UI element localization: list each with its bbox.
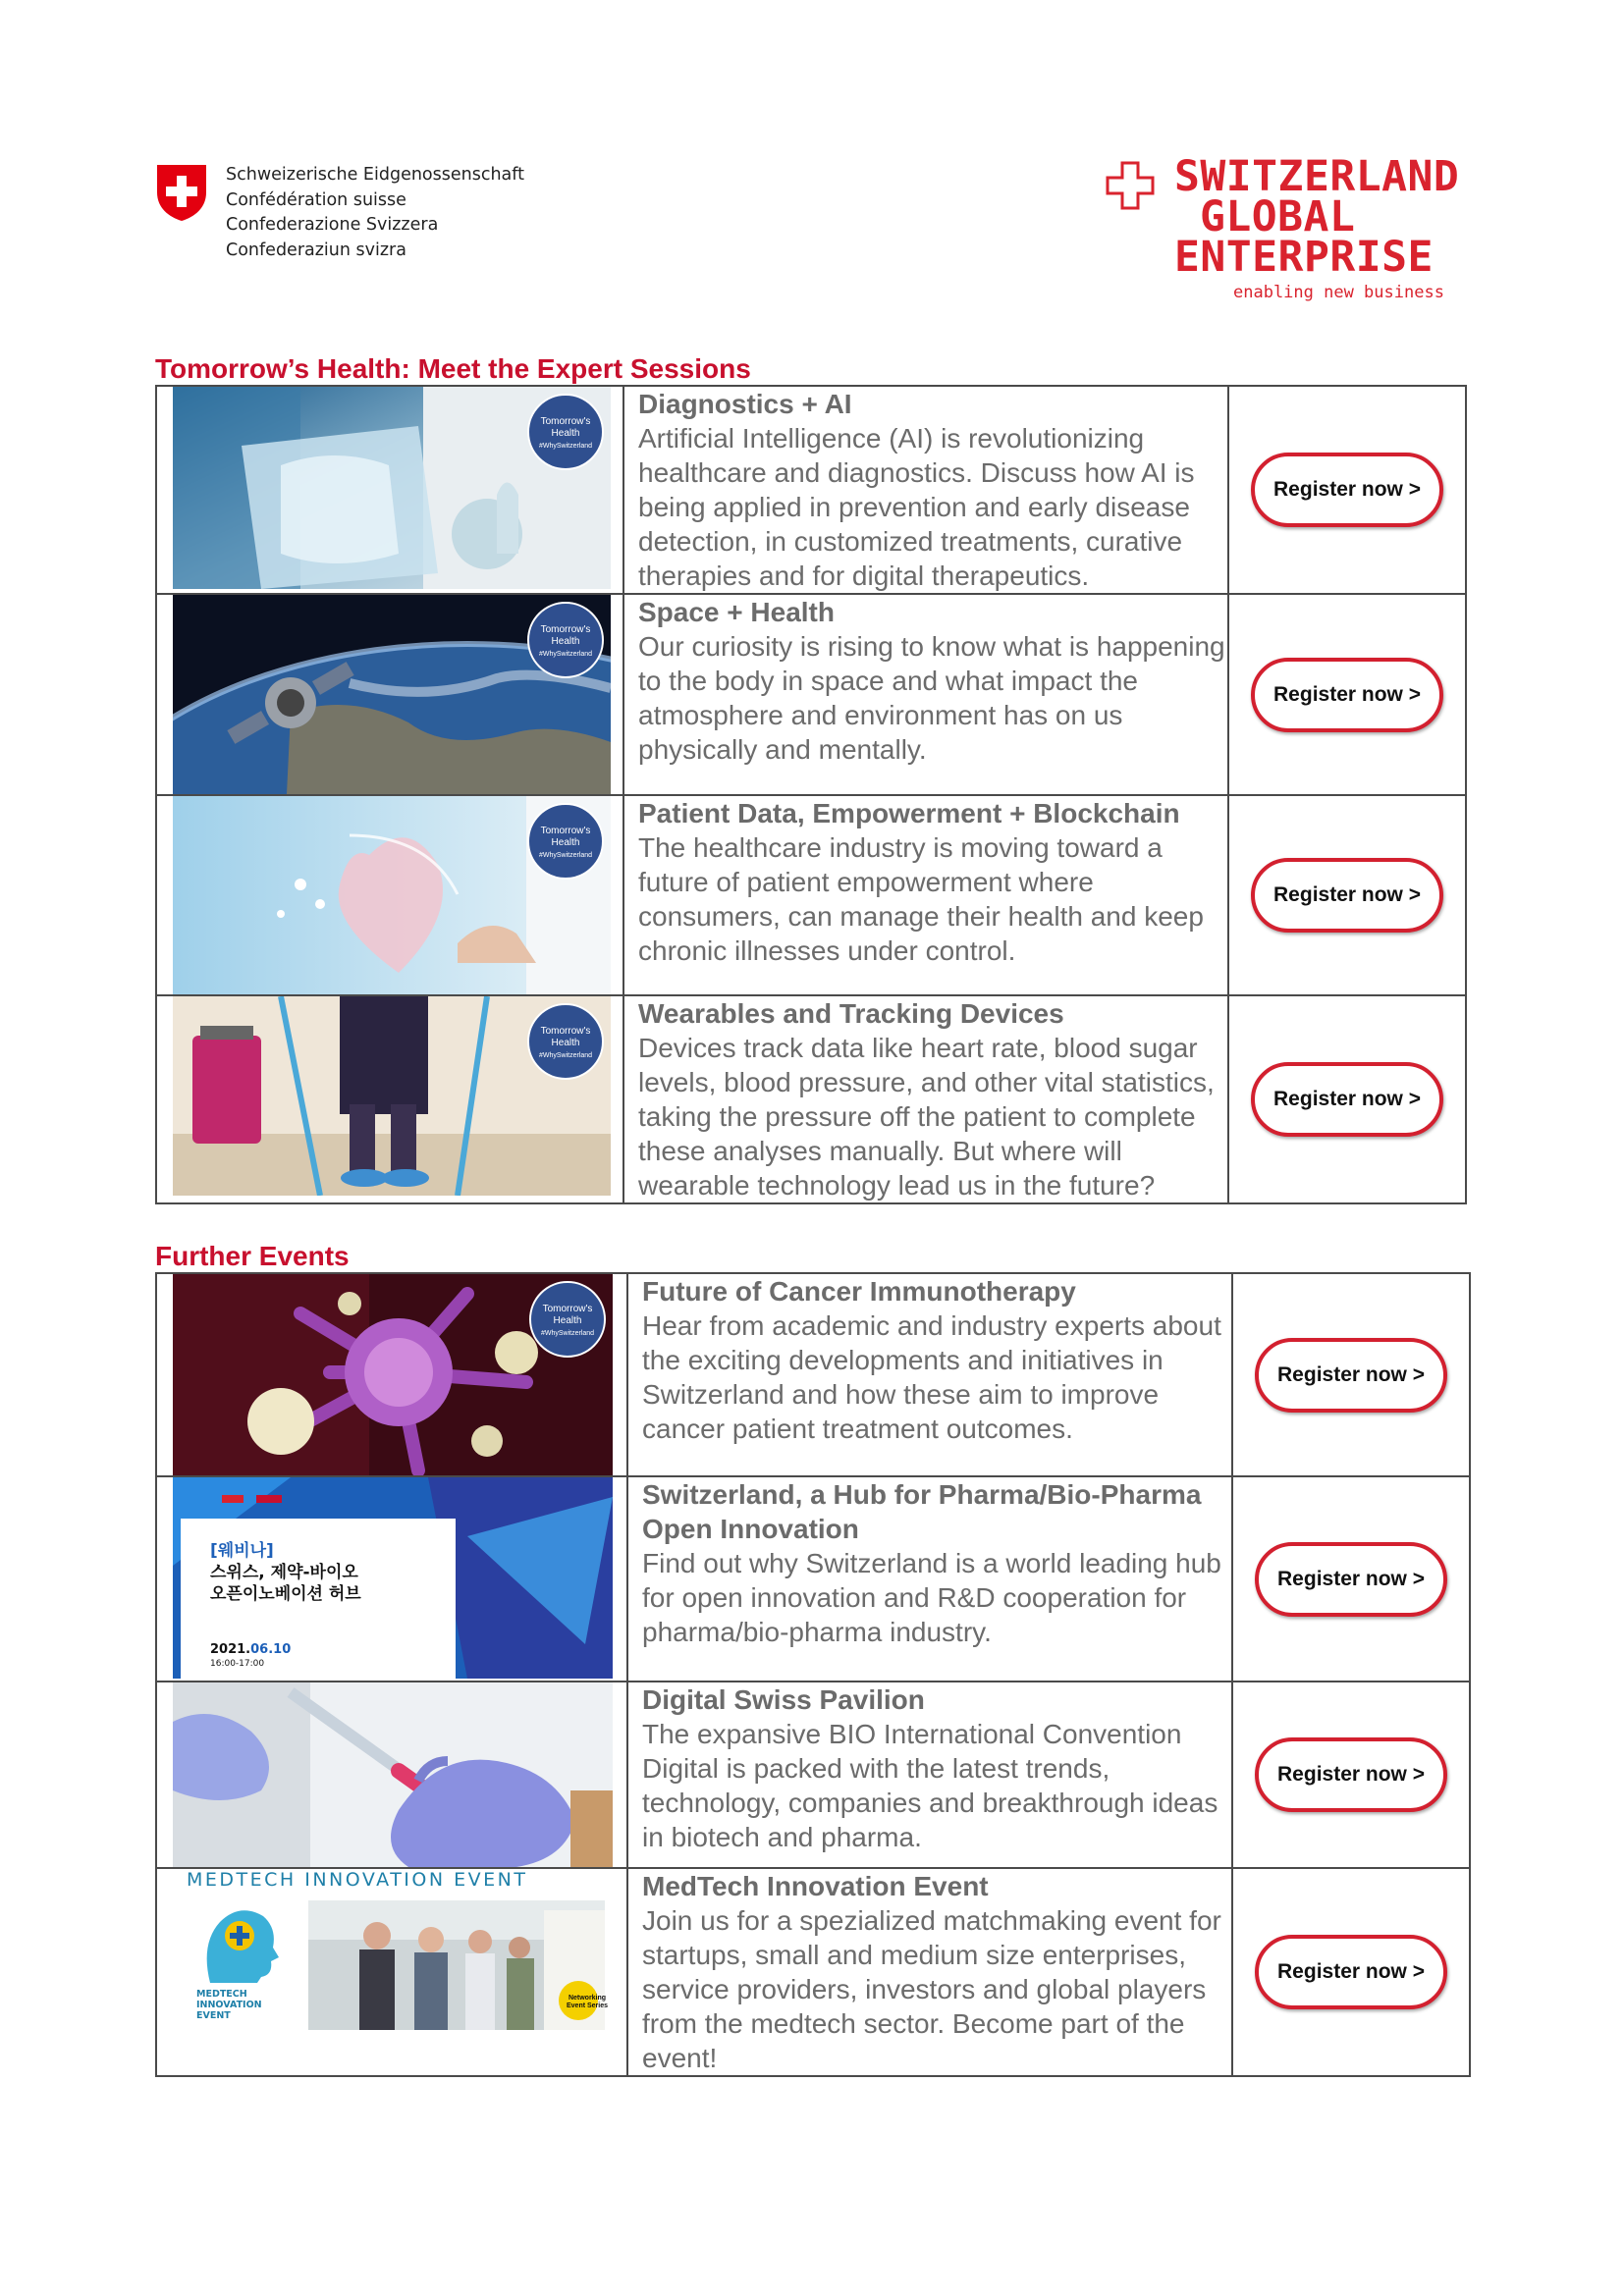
- event-button-cell: [1232, 1868, 1470, 2076]
- federal-names: [226, 163, 524, 263]
- poster-date-year: 2021.: [210, 1642, 251, 1657]
- badge-line-3: #WhySwitzerland: [538, 1052, 593, 1059]
- event-title: Wearables and Tracking Devices: [638, 998, 1064, 1029]
- event-image-cell: [156, 995, 623, 1203]
- event-image-cell: [156, 1273, 627, 1476]
- event-image-cell: [156, 594, 623, 795]
- section-title-expert-sessions: Tomorrow’s Health: Meet the Expert Sessions: [155, 353, 751, 384]
- event-button-cell: [1228, 795, 1466, 995]
- register-now-button[interactable]: Register now >: [1255, 1542, 1447, 1617]
- event-description: Our curiosity is rising to know what is happening to the body in space and what impact the atmosphere and environment has on us physically and mentally.: [638, 631, 1225, 765]
- event-description: The expansive BIO International Convention Digital is packed with the latest trends, technology, companies and breakthrough ideas in biotech and pharma.: [642, 1719, 1218, 1852]
- switzerland-global-enterprise-logo: [1106, 152, 1479, 314]
- poster-tag: [웨비나]: [210, 1541, 274, 1561]
- badge-line-2: Health: [551, 428, 580, 439]
- register-now-button[interactable]: Register now >: [1255, 1935, 1447, 2009]
- event-image-cell: [156, 1868, 627, 2076]
- badge-line-1: Tomorrow's: [542, 1304, 593, 1314]
- badge-line-1: Tomorrow's: [540, 826, 591, 836]
- doctors-xray-hologram-image: [173, 387, 611, 589]
- federal-name-de: Schweizerische Eidgenossenschaft: [226, 165, 524, 185]
- sge-wordmark: [1174, 152, 1460, 282]
- federal-name-rm: Confederaziun svizra: [226, 240, 406, 260]
- event-row: [156, 1273, 1470, 1476]
- event-text-cell: [627, 1868, 1232, 2076]
- event-text-cell: [623, 386, 1228, 594]
- event-title: Patient Data, Empowerment + Blockchain: [638, 798, 1180, 828]
- poster-date: [210, 1642, 291, 1672]
- sge-word-2: GLOBAL: [1200, 192, 1356, 241]
- medtech-logo-line-2: INNOVATION: [196, 2000, 262, 2010]
- event-description: Devices track data like heart rate, blood sugar levels, blood pressure, and other vital statistics, taking the pressure off the patient to complete these analyses manually. But where will wearable technology lead us in the future?: [638, 1033, 1215, 1201]
- badge-line-2: Health: [553, 1315, 582, 1326]
- badge-line-3: #WhySwitzerland: [540, 1330, 595, 1337]
- register-now-button[interactable]: Register now >: [1251, 1062, 1443, 1137]
- event-title: Switzerland, a Hub for Pharma/Bio-Pharma Open Innovation: [642, 1479, 1202, 1544]
- tomorrows-health-badge: [526, 802, 605, 881]
- event-title: Digital Swiss Pavilion: [642, 1684, 925, 1715]
- networking-sign: [566, 1995, 609, 2010]
- event-description: Hear from academic and industry experts about the exciting developments and initiatives in Switzerland and how these aim to improve cancer patient treatment outcomes.: [642, 1310, 1221, 1444]
- badge-line-3: #WhySwitzerland: [538, 443, 593, 450]
- register-now-button[interactable]: Register now >: [1251, 453, 1443, 527]
- event-row: [156, 594, 1466, 795]
- outlined-cross-icon: [1106, 161, 1155, 210]
- sge-word-3: ENTERPRISE: [1174, 233, 1434, 282]
- event-button-cell: [1232, 1682, 1470, 1868]
- swiss-confederation-logo: [155, 163, 524, 263]
- event-image-cell: [156, 386, 623, 594]
- event-row: [156, 1476, 1470, 1682]
- event-row: [156, 795, 1466, 995]
- banner-headline: MEDTECH INNOVATION EVENT: [187, 1869, 528, 1891]
- badge-line-1: Tomorrow's: [540, 624, 591, 635]
- swiss-shield-icon: [155, 163, 208, 222]
- expert-sessions-table: [155, 385, 1467, 1204]
- event-description: Artificial Intelligence (AI) is revolutionizing healthcare and diagnostics. Discuss how AI is being applied in prevention and early disease detection, in customized treatments, curative therapies and for digital therapeutics.: [638, 423, 1195, 591]
- networking-sign-line-2: Event Series: [566, 2002, 609, 2009]
- event-button-cell: [1232, 1476, 1470, 1682]
- korean-webinar-poster-image: [173, 1477, 613, 1679]
- sge-tagline: enabling new business: [1233, 283, 1444, 302]
- event-description: Find out why Switzerland is a world leading hub for open innovation and R&D cooperation for pharma/bio-pharma industry.: [642, 1548, 1221, 1647]
- networking-sign-line-1: Networking: [568, 1995, 607, 2002]
- register-now-button[interactable]: Register now >: [1255, 1737, 1447, 1812]
- poster-line-1: 스위스, 제약-바이오: [210, 1563, 358, 1582]
- badge-line-3: #WhySwitzerland: [538, 651, 593, 658]
- holographic-heart-image: [173, 796, 611, 994]
- event-row: [156, 1682, 1470, 1868]
- event-row: [156, 1868, 1470, 2076]
- tomorrows-health-badge: [526, 393, 605, 471]
- immune-cells-attacking-cancer-cell-image: [173, 1274, 613, 1475]
- event-title: MedTech Innovation Event: [642, 1871, 989, 1901]
- event-button-cell: [1228, 995, 1466, 1203]
- event-row: [156, 995, 1466, 1203]
- tomorrows-health-badge: [528, 1280, 607, 1359]
- event-title: Space + Health: [638, 597, 835, 627]
- event-text-cell: [627, 1273, 1232, 1476]
- event-text-cell: [623, 795, 1228, 995]
- spacecraft-over-earth-image: [173, 595, 611, 794]
- event-button-cell: [1228, 594, 1466, 795]
- badge-line-2: Health: [551, 636, 580, 647]
- event-description: The healthcare industry is moving toward a future of patient empowerment where consumers, can manage their health and keep chronic illnesses under control.: [638, 832, 1204, 966]
- section-title-further-events: Further Events: [155, 1241, 350, 1271]
- poster-time: 16:00-17:00: [210, 1659, 265, 1669]
- exoskeleton-walking-image: [173, 996, 611, 1196]
- medtech-event-banner-image: [173, 1869, 613, 2034]
- register-now-button[interactable]: Register now >: [1251, 658, 1443, 732]
- sge-word-1: SWITZERLAND: [1174, 152, 1460, 201]
- badge-line-3: #WhySwitzerland: [538, 852, 593, 859]
- poster-date-day: 06.10: [250, 1642, 292, 1657]
- register-now-button[interactable]: Register now >: [1251, 858, 1443, 933]
- event-text-cell: [627, 1476, 1232, 1682]
- badge-line-2: Health: [551, 837, 580, 848]
- event-button-cell: [1232, 1273, 1470, 1476]
- badge-line-2: Health: [551, 1038, 580, 1048]
- event-row: [156, 386, 1466, 594]
- tomorrows-health-badge: [526, 1002, 605, 1081]
- event-image-cell: [156, 1476, 627, 1682]
- event-photo: [308, 1900, 605, 2030]
- medtech-head-logo-icon: [192, 1904, 281, 1987]
- event-image-cell: [156, 1682, 627, 1868]
- federal-name-it: Confederazione Svizzera: [226, 215, 439, 235]
- event-title: Diagnostics + AI: [638, 389, 852, 419]
- register-now-button[interactable]: Register now >: [1255, 1338, 1447, 1413]
- badge-line-1: Tomorrow's: [540, 1026, 591, 1037]
- poster-line-2: 오픈이노베이션 허브: [210, 1584, 361, 1604]
- event-title: Future of Cancer Immunotherapy: [642, 1276, 1076, 1307]
- event-image-cell: [156, 795, 623, 995]
- event-text-cell: [627, 1682, 1232, 1868]
- medtech-logo-line-3: EVENT: [196, 2010, 231, 2021]
- event-button-cell: [1228, 386, 1466, 594]
- event-text-cell: [623, 594, 1228, 795]
- gloved-hand-pipette-image: [173, 1682, 613, 1867]
- poster-text: [210, 1540, 361, 1605]
- tomorrows-health-badge: [526, 601, 605, 679]
- medtech-logo-text: [196, 1989, 262, 2021]
- federal-name-fr: Confédération suisse: [226, 189, 406, 210]
- event-text-cell: [623, 995, 1228, 1203]
- medtech-logo-line-1: MEDTECH: [196, 1989, 247, 2000]
- further-events-table: [155, 1272, 1471, 2077]
- badge-line-1: Tomorrow's: [540, 416, 591, 427]
- event-description: Join us for a spezialized matchmaking event for startups, small and medium size enterprises, service providers, investors and global players from the medtech sector. Become part of the event!: [642, 1905, 1221, 2073]
